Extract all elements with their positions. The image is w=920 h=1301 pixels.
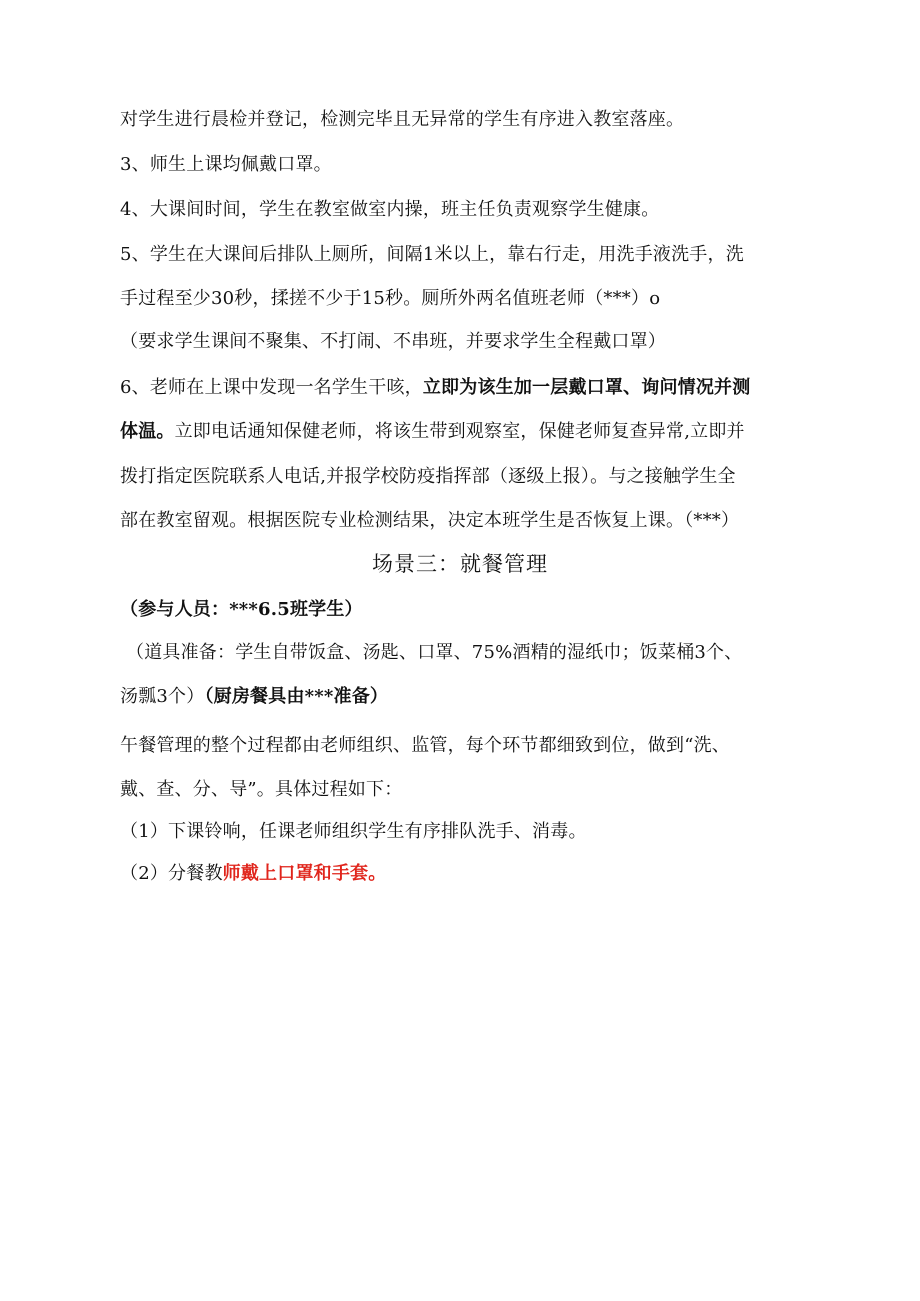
item-5-note: （要求学生课间不聚集、不打闹、不串班，并要求学生全程戴口罩） [120, 331, 666, 352]
step-2 [120, 862, 386, 886]
props-text: 汤瓢3个） [120, 686, 205, 707]
item-6-text: 6、老师在上课中发现一名学生干咳， [120, 377, 423, 398]
item-5-line-1: 5、学生在大课间后排队上厕所，间隔1米以上，靠右行走，用洗手液洗手，洗 [120, 244, 744, 265]
item-6-line-1 [120, 376, 750, 400]
props-kitchen-note: （厨房餐具由***准备） [204, 686, 389, 707]
intro-line-1: 午餐管理的整个过程都由老师组织、监管，每个环节都细致到位，做到“洗、 [120, 735, 730, 756]
item-4: 4、大课间时间，学生在教室做室内操，班主任负责观察学生健康。 [120, 199, 660, 220]
props-line-1: （道具准备：学生自带饭盒、汤匙、口罩、75%酒精的湿纸巾；饭菜桶3个、 [126, 642, 743, 663]
item-6-line-3: 拨打指定医院联系人电话,并报学校防疫指挥部（逐级上报）。与之接触学生全 [120, 466, 736, 487]
item-5-line-2: 手过程至少30秒，揉搓不少于15秒。厕所外两名值班老师（***）o [120, 288, 661, 309]
step-1: （1）下课铃响，任课老师组织学生有序排队洗手、消毒。 [120, 821, 587, 842]
step-2-highlight: 师戴上口罩和手套。 [222, 863, 387, 884]
item-6-emphasis-end: 体温。 [120, 421, 175, 442]
item-6-line-2 [120, 420, 745, 444]
props-line-2 [120, 685, 388, 709]
paragraph-line: 对学生进行晨检并登记，检测完毕且无异常的学生有序进入教室落座。 [120, 109, 685, 130]
item-3: 3、师生上课均佩戴口罩。 [120, 154, 332, 175]
item-6-text-cont: 立即电话通知保健老师，将该生带到观察室，保健老师复查异常,立即并 [174, 421, 745, 442]
item-6-line-4: 部在教室留观。根据医院专业检测结果，决定本班学生是否恢复上课。（***） [120, 510, 740, 531]
item-6-emphasis: 立即为该生加一层戴口罩、询问情况并测 [422, 377, 751, 398]
participants-line: （参与人员：***6.5班学生） [120, 599, 363, 620]
step-2-text: （2）分餐教 [120, 863, 223, 884]
intro-line-2: 戴、查、分、导”。具体过程如下： [120, 779, 403, 800]
scene-3-title: 场景三：就餐管理 [372, 552, 548, 576]
